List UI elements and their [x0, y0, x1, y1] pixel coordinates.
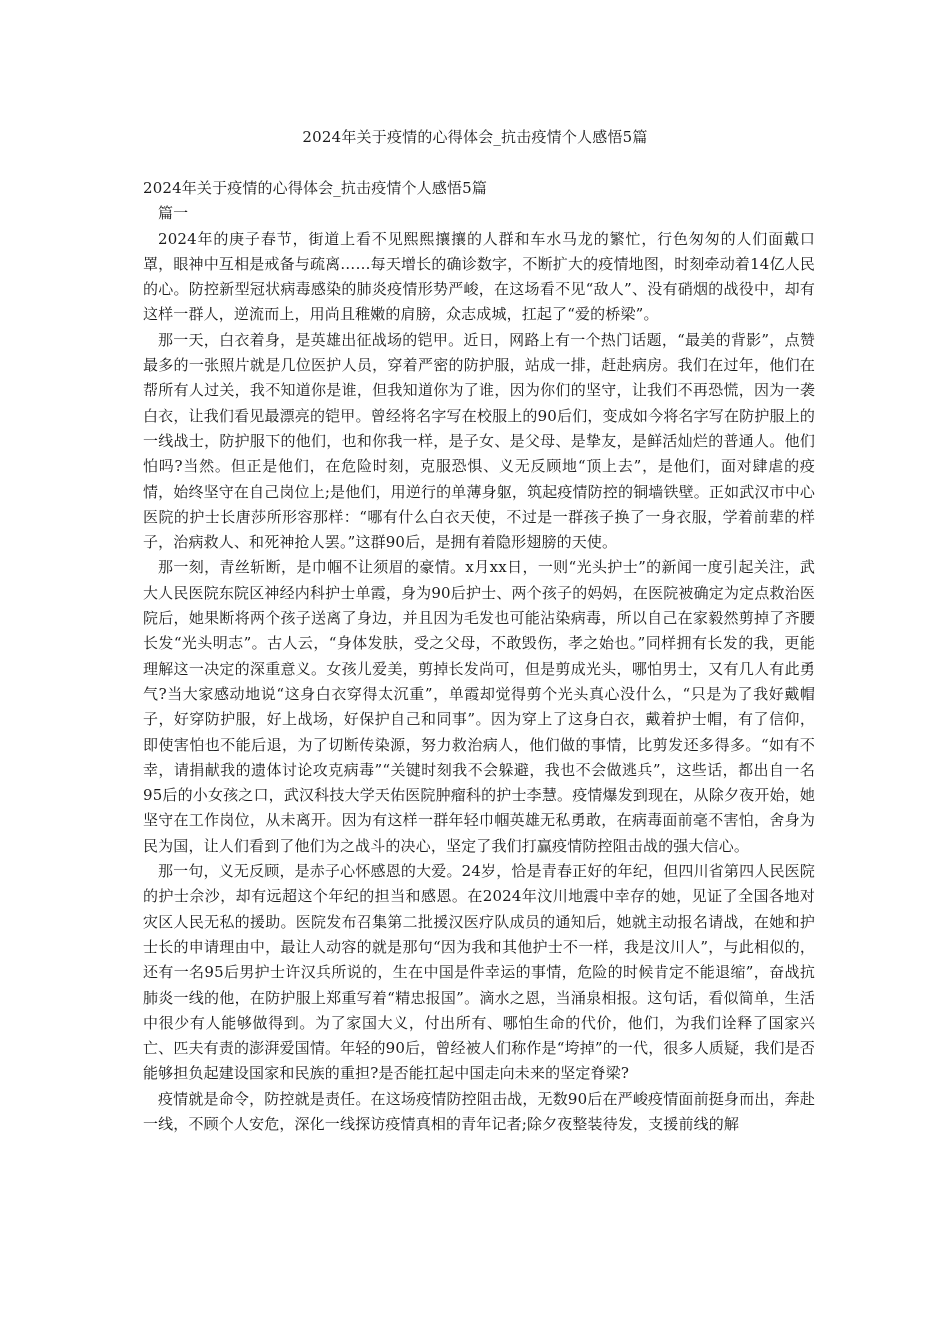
section-label: 篇一: [158, 204, 189, 223]
paragraph-2: 那一天，白衣着身，是英雄出征战场的铠甲。近日，网路上有一个热门话题，“最美的背影”，点赞最多的一张照片就是几位医护人员，穿着严密的防护服，站成一排，赶赴病房。我们在过年，他们在帮所有人过关，我不知道你是谁，但我知道你为了谁，因为你们的坚守，让我们不再恐慌，因为一袭白衣，让我们看见最漂亮的铠甲。曾经将名字写在校服上的90后们，变成如今将名字写在防护服上的一线战士，防护服下的他们，也和你我一样，是子女、是父母、是挚友，是鲜活灿烂的普通人。他们怕吗?当然。但正是他们，在危险时刻，克服恐惧、义无反顾地“顶上去”，是他们，面对肆虐的疫情，始终坚守在自己岗位上;是他们，用逆行的单薄身躯，筑起疫情防控的铜墙铁壁。正如武汉市中心医院的护士长唐莎所形容那样：“哪有什么白衣天使，不过是一群孩子换了一身衣服，学着前辈的样子，治病救人、和死神抢人罢。”这群90后，是拥有着隐形翅膀的天使。: [143, 330, 815, 552]
document-title: 2024年关于疫情的心得体会_抗击疫情个人感悟5篇: [302, 128, 648, 146]
document-subtitle: 2024年关于疫情的心得体会_抗击疫情个人感悟5篇: [143, 179, 487, 197]
paragraph-1: 2024年的庚子春节，街道上看不见熙熙攘攘的人群和车水马龙的繁忙，行色匆匆的人们面戴口罩，眼神中互相是戒备与疏离……每天增长的确诊数字，不断扩大的疫情地图，时刻牵动着14亿人民的心。防控新型冠状病毒感染的肺炎疫情形势严峻，在这场看不见“敌人”、没有硝烟的战役中，却有这样一群人，逆流而上，用尚且稚嫩的肩膀，众志成城，扛起了“爱的桥梁”。: [143, 229, 815, 324]
document-body: [143, 176, 815, 1137]
paragraph-4: 那一句，义无反顾，是赤子心怀感恩的大爱。24岁，恰是青春正好的年纪，但四川省第四人民医院的护士佘沙，却有远超这个年纪的担当和感恩。在2024年汶川地震中幸存的她，见证了全国各地对灾区人民无私的援助。医院发布召集第二批援汉医疗队成员的通知后，她就主动报名请战，在她和护士长的申请理由中，最让人动容的就是那句“因为我和其他护士不一样，我是汶川人”，与此相似的，还有一名95后男护士许汉兵所说的，生在中国是件幸运的事情，危险的时候肯定不能退缩”，奋战抗肺炎一线的他，在防护服上郑重写着“精忠报国”。滴水之恩，当涌泉相报。这句话，看似简单，生活中很少有人能够做得到。为了家国大义，付出所有、哪怕生命的代价，他们，为我们诠释了国家兴亡、匹夫有责的澎湃爱国情。年轻的90后，曾经被人们称作是“垮掉”的一代，很多人质疑，我们是否能够担负起建设国家和民族的重担?是否能扛起中国走向未来的坚定脊梁?: [143, 862, 815, 1083]
paragraph-5: 疫情就是命令，防控就是责任。在这场疫情防控阻击战，无数90后在严峻疫情面前挺身而出，奔赴一线，不顾个人安危，深化一线探访疫情真相的青年记者;除夕夜整装待发，支援前线的解: [143, 1089, 815, 1133]
paragraph-3: 那一刻，青丝斩断，是巾帼不让须眉的豪情。x月xx日，一则“光头护士”的新闻一度引起关注，武大人民医院东院区神经内科护士单霞，身为90后护士、两个孩子的妈妈，在医院被确定为定点救治医院后，她果断将两个孩子送离了身边，并且因为毛发也可能沾染病毒，所以自己在家毅然剪掉了齐腰长发“光头明志”。古人云，“身体发肤，受之父母，不敢毁伤，孝之始也。”同样拥有长发的我，更能理解这一决定的深重意义。女孩儿爱美，剪掉长发尚可，但是剪成光头，哪怕男士，又有几人有此勇气?当大家感动地说“这身白衣穿得太沉重”，单霞却觉得剪个光头真心没什么，“只是为了我好戴帽子，好穿防护服，好上战场，好保护自己和同事”。因为穿上了这身白衣，戴着护士帽，有了信仰，即使害怕也不能后退，为了切断传染源，努力救治病人，他们做的事情，比剪发还多得多。“如有不幸，请捐献我的遗体讨论攻克病毒”“关键时刻我不会躲避，我也不会做逃兵”，这些话，都出自一名95后的小女孩之口，武汉科技大学天佑医院肿瘤科的护士李慧。疫情爆发到现在，从除夕夜开始，她坚守在工作岗位，从未离开。因为有这样一群年轻巾帼英雄无私勇敢，在病毒面前毫不害怕，舍身为民为国，让人们看到了他们为之战斗的决心，坚定了我们打赢疫情防控阻击战的强大信心。: [143, 558, 815, 855]
